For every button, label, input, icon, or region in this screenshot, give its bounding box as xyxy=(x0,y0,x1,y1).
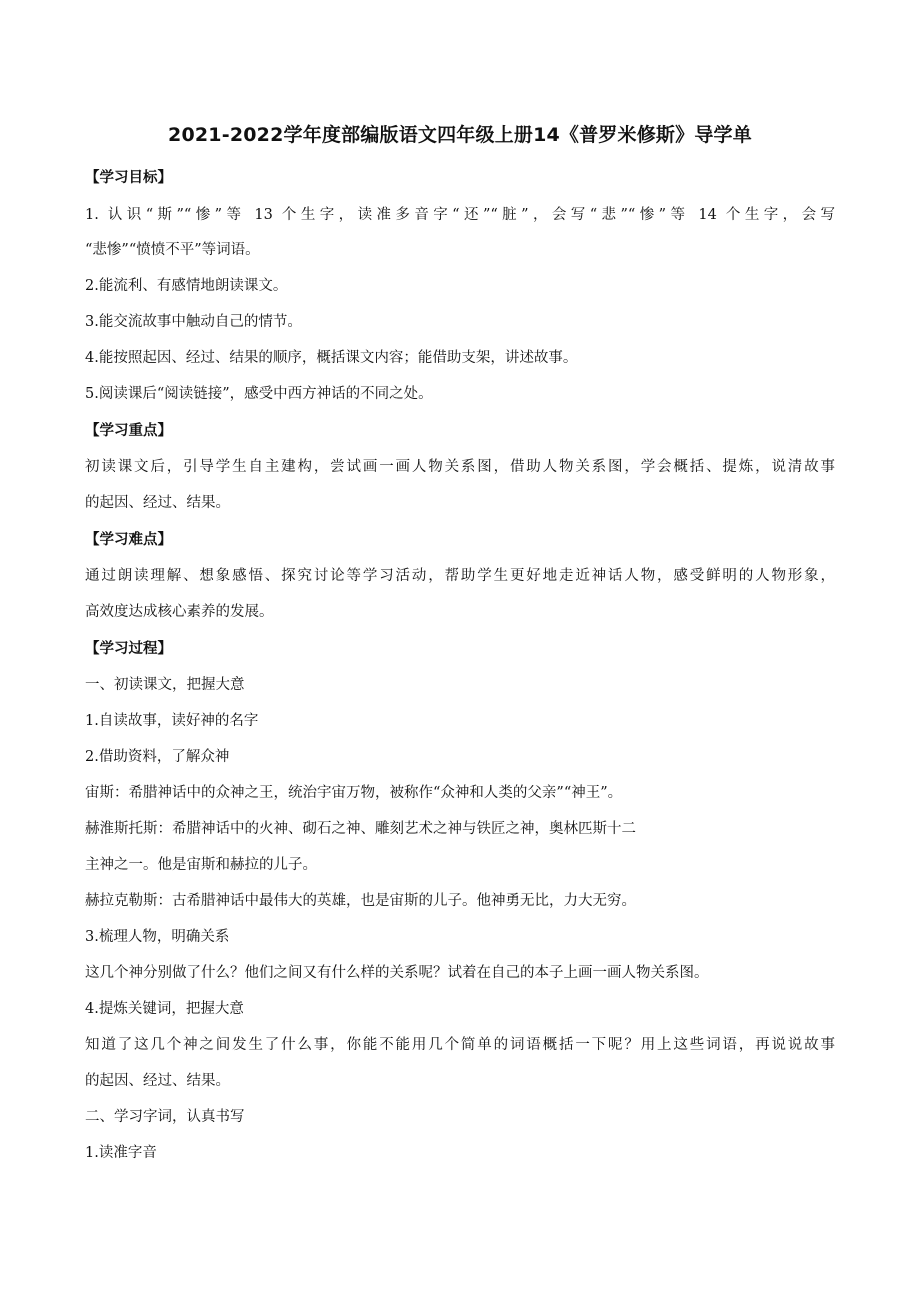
paragraph-line: 高效度达成核心素养的发展。 xyxy=(85,604,274,620)
paragraph-line: 宙斯：希腊神话中的众神之王，统治宇宙万物，被称作“众神和人类的父亲”“神王”。 xyxy=(85,785,623,801)
paragraph-line: 4.能按照起因、经过、结果的顺序，概括课文内容；能借助支架，讲述故事。 xyxy=(85,350,578,366)
paragraph-line: 的起因、经过、结果。 xyxy=(85,1073,230,1089)
paragraph-line: 2.借助资料，了解众神 xyxy=(85,749,230,765)
paragraph-line: 4.提炼关键词，把握大意 xyxy=(85,1001,244,1017)
paragraph-line: 一、初读课文，把握大意 xyxy=(85,677,245,693)
section-heading-key-points: 【学习重点】 xyxy=(85,423,172,439)
paragraph-line: 1.读准字音 xyxy=(85,1145,157,1161)
paragraph-line: 通过朗读理解、想象感悟、探究讨论等学习活动，帮助学生更好地走近神话人物，感受鲜明的人物形象， xyxy=(85,568,835,584)
paragraph-line: 这几个神分别做了什么？他们之间又有什么样的关系呢？试着在自己的本子上画一画人物关系图。 xyxy=(85,965,709,981)
paragraph-line: 初读课文后，引导学生自主建构，尝试画一画人物关系图，借助人物关系图，学会概括、提炼，说清故事 xyxy=(85,459,835,475)
paragraph-line: 3.梳理人物，明确关系 xyxy=(85,929,230,945)
section-heading-difficulties: 【学习难点】 xyxy=(85,532,172,548)
paragraph-line: 1.自读故事，读好神的名字 xyxy=(85,713,259,729)
paragraph-line: “悲惨”“愤愤不平”等词语。 xyxy=(85,242,260,258)
paragraph-line: 主神之一。他是宙斯和赫拉的儿子。 xyxy=(85,857,317,873)
paragraph-line: 3.能交流故事中触动自己的情节。 xyxy=(85,314,302,330)
document-title: 2021-2022学年度部编版语文四年级上册14《普罗米修斯》导学单 xyxy=(168,124,752,146)
section-heading-learning-goals: 【学习目标】 xyxy=(85,170,172,186)
paragraph-line: 的起因、经过、结果。 xyxy=(85,495,230,511)
section-heading-process: 【学习过程】 xyxy=(85,641,172,657)
paragraph-line: 2.能流利、有感情地朗读课文。 xyxy=(85,278,288,294)
paragraph-line: 赫拉克勒斯：古希腊神话中最伟大的英雄，也是宙斯的儿子。他神勇无比，力大无穷。 xyxy=(85,893,636,909)
paragraph-line: 5.阅读课后“阅读链接”，感受中西方神话的不同之处。 xyxy=(85,386,433,402)
paragraph-line: 1. 认识“斯”“惨”等 13 个生字，读准多音字“还”“脏”，会写“悲”“惨”等 14 个生字，会写 xyxy=(85,207,835,223)
paragraph-line: 二、学习字词，认真书写 xyxy=(85,1109,245,1125)
paragraph-line: 赫淮斯托斯：希腊神话中的火神、砌石之神、雕刻艺术之神与铁匠之神，奥林匹斯十二 xyxy=(85,821,636,837)
paragraph-line: 知道了这几个神之间发生了什么事，你能不能用几个简单的词语概括一下呢？用上这些词语，再说说故事 xyxy=(85,1037,835,1053)
